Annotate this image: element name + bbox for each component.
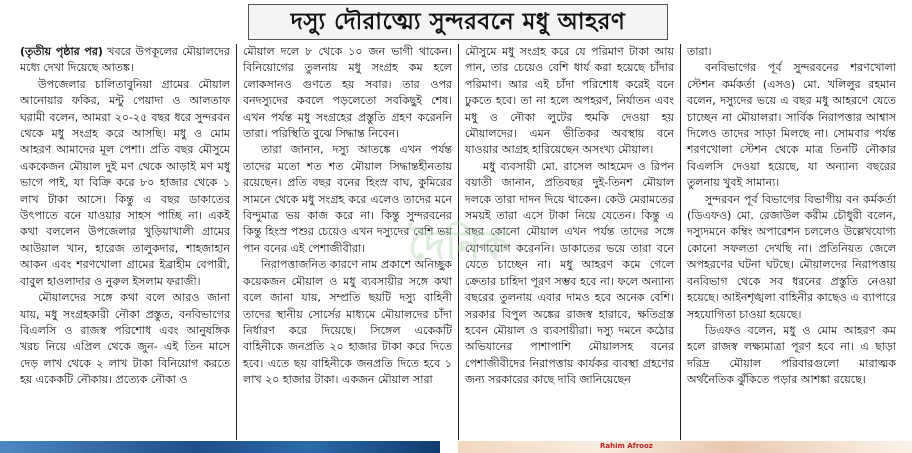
paragraph: মৌসুমে মধু সংগ্রহ করে যে পরিমাণ টাকা আয় পান, তার চেয়েও বেশি ধার্য করা হয়েছে চাঁদার পরিমাণ। আর এই চাঁদা পরিশোধ করেই বনে ঢুকতে হবে। তা না হলে অপহরণ, নির্যাতন এবং মধু ও নৌকা লুটের হুমকি দেওয়া হয় মৌয়ালদের। এমন ভীতিকর অবস্থায় বনে যাওয়ার আগ্রহ হারিয়েছেন অসংখ্য মৌয়াল। <box>465 45 674 157</box>
headline-box <box>248 4 668 40</box>
footer-ad-banner-left <box>0 441 440 453</box>
column-1 <box>14 44 236 440</box>
continued-from-label: (তৃতীয় পৃষ্ঠার পর) <box>20 45 103 58</box>
paragraph: মৌয়ালদের সঙ্গে কথা বলে আরও জানা যায়, মধু সংগ্রহকারী নৌকা প্রস্তুত, বনবিভাগের বিএলসি ও রাজস্ব পরিশোধ এবং আনুষঙ্গিক খরচ নিয়ে এপ্রিল থেকে জুন- এই তিন মাসে দেড় লাখ থেকে ২ লাখ টাকা বিনিয়োগ করতে হয় একেকটি নৌকায়। প্রত্যেক নৌকা ও <box>20 291 230 387</box>
paragraph: বনবিভাগের পূর্ব সুন্দরবনের শরণখোলা স্টেশন কর্মকর্তা (এসও) মো. খলিলুর রহমান বলেন, দস্যুদের ভয়ে এ বছর মধু আহরণে যেতে চাচ্ছেন না মৌয়ালরা। সার্বিক নিরাপত্তার আশ্বাস দিলেও তাদের সাড়া মিলছে না। সোমবার পর্যন্ত শরণখোলা স্টেশন থেকে মাত্র তিনটি নৌকার বিএলসি দেওয়া হয়েছে, যা অন্যান্য বছরের তুলনায় খুবই সামান্য। <box>687 61 896 190</box>
paragraph: সুন্দরবন পূর্ব বিভাগের বিভাগীয় বন কর্মকর্তা (ডিএফও) মো. রেজাউল করীম চৌধুরী বলেন, দস্যুদমনে কম্বিং অপারেশন চললেও উল্লেখযোগ্য কোনো সফলতা দেখছি না। প্রতিনিয়ত জেলে অপহরণের ঘটনা ঘটছে। মৌয়ালদের নিরাপত্তায় বনবিভাগ থেকে সব ধরনের প্রস্তুতি নেওয়া হয়েছে। আইনশৃঙ্খলা বাহিনীর কাছেও এ ব্যাপারে সহযোগিতা চাওয়া হয়েছে। <box>687 192 896 321</box>
paragraph: মধু ব্যবসায়ী মো. রাসেল আহমেদ ও রিপন বয়াতী জানান, প্রতিবছর দুই-তিনশ মৌয়াল দলকে তারা দাদন দিয়ে থাকেন। কেউ মেরামতের সময়ই তারা এসে টাকা নিয়ে যেতেন। কিন্তু এ বছর কোনো মৌয়াল এখন পর্যন্ত তাদের সঙ্গে যোগাযোগ করেননি। ডাকাতের ভয়ে তারা বনে যেতে চাচ্ছেন না। মধু আহরণ কমে গেলে ক্রেতার চাহিদা পূরণ সম্ভব হবে না। ফলে অন্যান্য বছরের তুলনায় এবার দামও হবে অনেক বেশি। সরকার বিপুল অঙ্কের রাজস্ব হারাবে, ক্ষতিগ্রস্ত হবেন মৌয়াল ও ব্যবসায়ীরা। দস্যু দমনে কঠোর অভিযানের পাশাপাশি মৌয়ালসহ বনের পেশাজীবীদের নিরাপত্তায় কার্যকর ব্যবস্থা গ্রহণের জন্য সরকারের কাছে দাবি জানিয়েছেন <box>465 159 674 387</box>
footer-ad-banner-right <box>458 441 912 453</box>
paragraph-text: খবরে উপকূলের মৌয়ালদের মধ্যে দেখা দিয়েছে আতঙ্ক। <box>20 45 230 75</box>
paragraph: তারা জানান, দস্যু আতঙ্কে এখন পর্যন্ত তাদের মতো শত শত মৌয়াল সিদ্ধান্তহীনতায় রয়েছেন। প্রতি বছর বনের হিংস্র বাঘ, কুমিরের সামনে থেকে মধু সংগ্রহ করে এলেও তাদের মনে বিন্দুমাত্র ভয় কাজ করে না। কিন্তু সুন্দরবনের কিন্তু হিংস্র পশুর চেয়েও এখন দস্যুদের বেশি ভয় পান বনের এই পেশাজীবীরা। <box>243 143 452 255</box>
paragraph: উপজেলার চালিতাবুনিয়া গ্রামের মৌয়াল আনোয়ার ফকির, মন্টু পেয়াদা ও আলতাফ ঘরামী বলেন, আমরা ২০-২৫ বছর ধরে সুন্দরবন থেকে মধু সংগ্রহ করে আসছি। মধু ও মোম আহরণ আমাদের মূল পেশা। প্রতি বছর মৌসুমে এককেজন মৌয়াল দুই মণ থেকে আড়াই মণ মধু ভাগে পাই, যা বিক্রি করে ৮০ হাজার থেকে ১ লাখ টাকা আসে। কিন্তু এ বছর ডাকাতের উৎপাতে বনে যাওয়ার সাহস পাচ্ছি না। একই কথা বললেন উপজেলার খুড়িয়াখালী গ্রামের আউয়াল খান, হারেজ তালুকদার, শাহজাহান আকন এবং শরণখোলা গ্রামের ইব্রাহীম বেপারী, বাবুল হাওলাদার ও নুরুল ইসলাম ফরাজী। <box>20 77 230 288</box>
paragraph: নিরাপত্তাজনিত কারণে নাম প্রকাশে অনিচ্ছুক কয়েকজন মৌয়াল ও মধু ব্যবসায়ীর সঙ্গে কথা বলে জানা যায়, সম্প্রতি ছয়টি দস্যু বাহিনী তাদের স্থানীয় সোর্সের মাধ্যমে মৌয়ালদের চাঁদা নির্ধারণ করে দিয়েছে। সিঙ্গেল একেকটি বাহিনীকে জনপ্রতি ২০ হাজার টাকা করে দিতে হবে। এতে ছয় বাহিনীকে জনপ্রতি দিতে হবে ১ লাখ ২০ হাজার টাকা। একজন মৌয়াল সারা <box>243 258 452 387</box>
column-4 <box>680 44 902 440</box>
footer-ad-text: Rahim Afrooz <box>600 442 653 450</box>
paragraph: তারা। <box>687 45 712 58</box>
paragraph: ডিএফও বলেন, মধু ও মোম আহরণ কম হলে রাজস্ব লক্ষ্যমাত্রা পূরণ হবে না। এ ছাড়া দরিদ্র মৌয়াল পরিবারগুলো মারাত্মক অর্থনৈতিক ঝুঁকিতে পড়ার আশঙ্কা রয়েছে। <box>687 323 896 387</box>
watermark-logo: দৈনিক <box>408 223 509 269</box>
paragraph <box>20 44 230 77</box>
paragraph: মৌয়াল দলে ৮ থেকে ১০ জন ভাগী থাকেন। বিনিয়োগের তুলনায় মধু সংগ্রহ কম হলে লোকসানও গুণতে হয় সবার। তার ওপর বনদস্যুদের কবলে পড়লেতো সবকিছুই শেষ। এখন পর্যন্ত মধু সংগ্রহের প্রস্তুতি গ্রহণ করেননি তারা। পরিস্থিতি বুঝে সিদ্ধান্ত নিবেন। <box>243 45 452 141</box>
headline: দস্যু দৌরাত্ম্যে সুন্দরবনে মধু আহরণ <box>290 7 626 35</box>
